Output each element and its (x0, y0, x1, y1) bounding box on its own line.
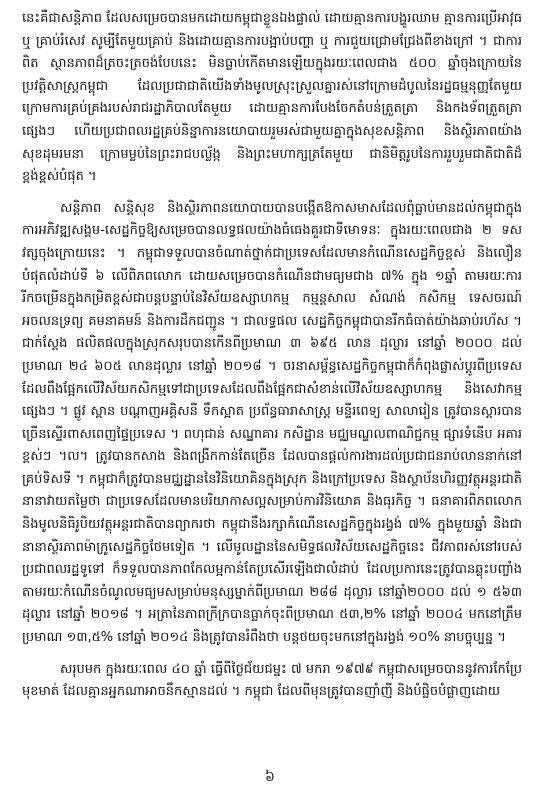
paragraph-economic-growth: សន្តិភាព សន្តិសុខ និងស្ថិរភាពនយោបាយបានបង្កើតឱកាសមាសដែលពុំធ្លាប់មានដល់កម្ពុជាក្នុងការអភិវឌ្ឍសង្គម-សេដ្ឋកិច្ចឱ្យសម្រេចបានលទ្ធផលយ៉ាងធំធេងគួរជាទីមោទនៈ ក្នុងរយៈពេលជាង ២ ទសវត្សចុងក្រោយនេះ ។ កម្ពុជាទទួលបានចំណាត់ថ្នាក់ជាប្រទេសដែលមានកំណើនសេដ្ឋកិច្ចខ្ពស់ និងលឿនបំផុតលំដាប់ទី ៦ លើពិភពលោក ដោយសម្រេចបានកំណើនជាមធ្យមជាង ៧% ក្នុង ១ឆ្នាំ តាមរយៈការរីកចម្រើនក្នុងកម្រិតខ្ពស់ជាបន្តបន្ទាប់នៃវិស័យឧស្សាហកម្ម កម្មន្តសាល សំណង់ កសិកម្ម ទេសចរណ៍ អចលនទ្រព្យ គមនាគមន៍ និងការដឹកជញ្ជូន ។ ជាលទ្ធផល សេដ្ឋកិច្ចកម្ពុជាបានរីកធំធាត់យ៉ាងឆាប់រហ័ស ។ ជាក់ស្តែង ផលិតផលក្នុងស្រុកសរុបបានកើនពីប្រមាណ ៣ ៦៩៥ លាន ដុល្លារ នៅឆ្នាំ ២០០០ ដល់ប្រមាណ ២៤ ៦០៥ លានដុល្លារ នៅឆ្នាំ ២០១៨ ។ ចរនាសម្ព័ន្ធសេដ្ឋកិច្ចកម្ពុជាក៏កំពុងផ្លាស់ប្តូរពីប្រទេសដែលពឹងផ្អែកលើវិស័យកសិកម្មទៅជាប្រទេសដែលពឹងផ្អែកជាសំខាន់លើវិស័យឧស្សាហកម្ម និងសេវាកម្មផ្សេងៗ ។ ផ្លូវ ស្ពាន បណ្តាញអគ្គិសនី ទឹកស្អាត ប្រព័ន្ធធារាសាស្ត្រ មន្ទីរពេទ្យ សាលារៀន ត្រូវបានស្តារបានច្រើនស្ទើរពាសពេញផ្ទៃប្រទេស ។ ពហុជាន់ សណ្ឋាគារ កសិដ្ឋាន មជ្ឈមណ្ឌលពាណិជ្ជកម្ម ផ្សារទំនើប អគារខ្ពស់ៗ ។ល។ ត្រូវបានកសាង និងពង្រីកកាន់តែច្រើន ដែលបានផ្តល់ការងារដល់ប្រជាជនរាប់លាននាក់នៅគ្រប់ទិសទី ។ កម្ពុជាក៏ត្រូវបានមជ្ឈដ្ឋាននៃវិនិយោគិនក្នុងស្រុក និងក្រៅប្រទេស និងស្ថាប័នហិរញ្ញវត្ថុអន្តរជាតិនានាវាយតម្លៃថា ជាប្រទេសដែលមានបរិយាកាសល្អសម្រាប់ការវិនិយោគ និងធុរកិច្ច ។ ធនាគារពិភពលោក និងមូលនិធិរូបិយវត្ថុអន្តរជាតិបានព្យាករថា កម្ពុជានឹងរក្សាកំណើនសេដ្ឋកិច្ចក្នុងរង្វង់ ៧% ក្នុងមួយឆ្នាំ និងជានានាស្ថិរភាពម៉ាក្រូសេដ្ឋកិច្ចថែមទៀត ។ លើមូលដ្ឋាននៃសមិទ្ធផលវិស័យសេដ្ឋកិច្ចនេះ ជីវភាពរស់នៅរបស់ប្រជាពលរដ្ឋទូទៅ ក៏ទទួលបានភាពកែលម្អកាន់តែប្រសើរឡើងជាលំដាប់ ដែលប្រការនេះត្រូវបានឆ្លុះបញ្ចាំងតាមរយៈកំណើនចំណូលមធ្យមសម្រាប់មនុស្សម្នាក់ពីប្រមាណ ២៨៨ ដុល្លារ នៅឆ្នាំ២០០០ ដល់ ១ ៥៦៣ ដុល្លារ នៅឆ្នាំ ២០១៨ ។ អត្រានៃភាពក្រីក្របានធ្លាក់ចុះពីប្រមាណ ៥៣,២% នៅឆ្នាំ ២០០៤ មកនៅត្រឹមប្រមាណ ១៣,៥% នៅឆ្នាំ ២០១៤ និងត្រូវបានរំពឹងថា បន្តថយចុះមកនៅក្នុងរង្វង់ ១០% នាបច្ចុប្បន្ន ។ (22, 200, 523, 646)
page-number: ៦ (265, 769, 275, 785)
paragraph-peace-achievement: នេះគឺជាសន្តិភាព ដែលសម្រេចបានមកដោយកម្ពុជាខ្លួនឯងផ្ទាល់ ដោយគ្មានការបង្ហូរឈាម គ្មានការប្រើអាវុធ ឬ គ្រាប់រំសេវ សូម្បីតែមួយគ្រាប់ និងដោយគ្មានការបង្អាប់បញ្ហា ឬ ការជួយជ្រោមជ្រែងពីខាងក្រៅ ។ ជាការពិត ស្ថានភាពដ៏ត្រចះត្រចង់បែបនេះ មិនធ្លាប់កើតមានឡើយក្នុងរយៈពេលជាង ៥០០ ឆ្នាំចុងក្រោយនៃប្រវត្តិសាស្ត្រកម្ពុជា ដែលប្រជាជាតិយើងទាំងមូលស្រុះស្រួលគ្នារស់នៅក្រោមដំបូលនៃរដ្ឋធម្មនុញ្ញតែមួយ ក្រោមការគ្រប់គ្រងរបស់រាជរដ្ឋាភិបាលតែមួយ ដោយគ្មានការបែងចែកតំបន់ត្រួតត្រា និងកងទ័ពត្រួតត្រាផ្សេងៗ ហើយប្រជាពលរដ្ឋគ្រប់និន្នាការនយោបាយរួមរស់ជាមួយគ្នាក្នុងសុខសន្តិភាព និងស្ថិរភាពយ៉ាងសុខដុមរមនា ក្រោមម្លប់នៃព្រះរាជបល្ល័ង្ក និងព្រះមហាក្សត្រតែមួយ ជានិមិត្តរូបនៃការរួបរួមជាតិជាតិដ៏ខ្ពង់ខ្ពស់បំផុត ។ (22, 11, 522, 185)
body-text (22, 8, 522, 704)
paragraph-summary: សរុបមក ក្នុងរយៈពេល ៤០ ឆ្នាំ ធ្វើពីថ្ងៃជ័យជម្នះ ៧ មករា ១៩៧៩ កម្ពុជាសម្រេចបាននូវការកែប្រែមុខមាត់ ដែលគ្មានអ្នកណាអាចនឹកស្មានដល់ ។ កម្ពុជា ដែលពីមុនត្រូវបានញាំញី និងបំផ្លិចបំផ្លាញដោយ (22, 661, 522, 700)
